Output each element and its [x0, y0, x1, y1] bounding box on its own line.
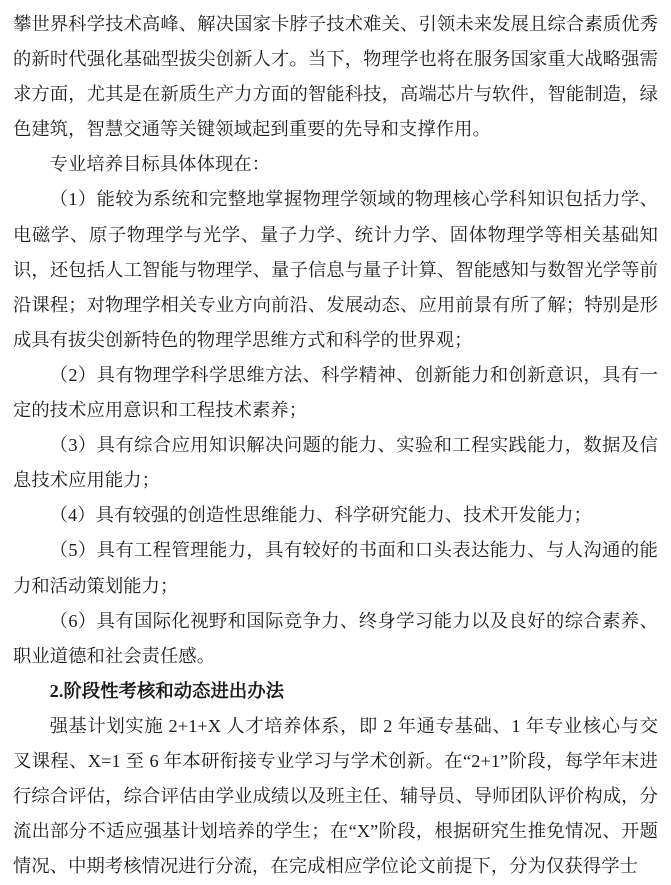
paragraph-goal-1: （1）能较为系统和完整地掌握物理学领域的物理核心学科知识包括力学、电磁学、原子物理学与光学、量子力学、统计力学、固体物理学等相关基础知识，还包括人工智能与物理学、量子信息与量子计算、智能感知与数智光学等前沿课程；对物理学相关专业方向前沿、发展动态、应用前景有所了解；特别是形成具有拔尖创新特色的物理学思维方式和科学的世界观； [13, 189, 658, 350]
paragraph-goal-2: （2）具有物理学科学思维方法、科学精神、创新能力和创新意识，具有一定的技术应用意识和工程技术素养； [13, 364, 658, 421]
paragraph-training-goals-intro: 专业培养目标具体体现在： [49, 154, 271, 175]
section-heading-assessment: 2.阶段性考核和动态进出办法 [49, 680, 285, 701]
paragraph-assessment-body: 强基计划实施 2+1+X 人才培养体系，即 2 年通专基础、1 年专业核心与交叉课程、X=1 至 6 年本研衔接专业学习与学术创新。在“2+1”阶段，每学年末进行综合评估，综合评估由学业成绩以及班主任、辅导员、导师团队评价构成，分流出部分不适应强基计划培养的学生；在“X”阶段，根据研究生推免情况、开题情况、中期考核情况进行分流，在完成相应学位论文前提下，分为仅获得学士 [13, 715, 658, 877]
paragraph-goal-5: （5）具有工程管理能力，具有较好的书面和口头表达能力、与人沟通的能力和活动策划能力； [13, 540, 658, 596]
paragraph-goal-4: （4）具有较强的创造性思维能力、科学研究能力、技术开发能力； [49, 505, 592, 526]
paragraph-continuation: 攀世界科学技术高峰、解决国家卡脖子技术难关、引领未来发展且综合素质优秀的新时代强化基础型拔尖创新人才。当下，物理学也将在服务国家重大战略强需求方面，尤其是在新质生产力方面的智能科技，高端芯片与软件，智能制造，绿色建筑，智慧交通等关键领域起到重要的先导和支撑作用。 [13, 14, 658, 140]
paragraph-goal-6: （6）具有国际化视野和国际竞争力、终身学习能力以及良好的综合素养、职业道德和社会责任感。 [13, 610, 658, 666]
paragraph-goal-3: （3）具有综合应用知识解决问题的能力、实验和工程实践能力，数据及信息技术应用能力； [13, 435, 658, 491]
